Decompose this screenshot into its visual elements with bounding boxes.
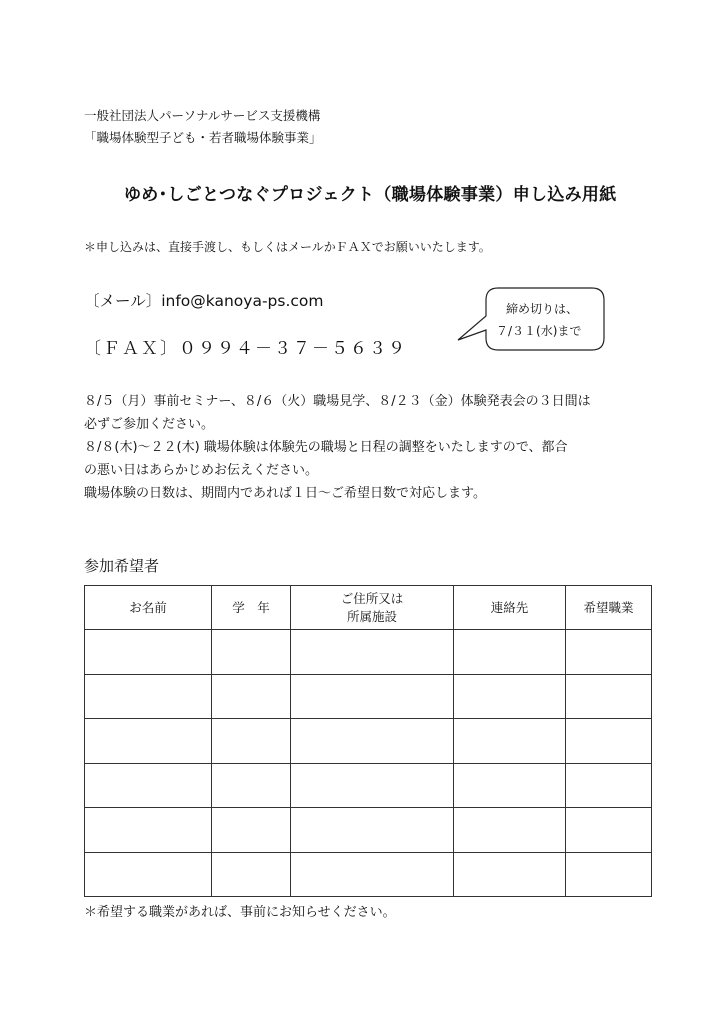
address-cell[interactable]	[291, 808, 454, 852]
schedule-paragraph-line: 職場体験の日数は、期間内であれば１日～ご希望日数で対応します。	[84, 486, 486, 501]
program-name: 「職場体験型子ども・若者職場体験事業」	[84, 130, 322, 145]
header-address	[291, 586, 454, 630]
name-cell[interactable]	[85, 808, 212, 852]
desired-job-note: ＊希望する職業があれば、事前にお知らせください。	[84, 905, 396, 920]
table-row	[85, 719, 652, 763]
header-contact: 連絡先	[454, 586, 566, 630]
header-desired-job: 希望職業	[566, 586, 652, 630]
desired-job-cell[interactable]	[566, 674, 652, 718]
table-row	[85, 763, 652, 807]
header-address-line2: 所属施設	[346, 608, 397, 624]
name-cell[interactable]	[85, 719, 212, 763]
header-address-line1: ご住所又は	[340, 590, 404, 606]
name-cell[interactable]	[85, 763, 212, 807]
contact-cell[interactable]	[454, 719, 566, 763]
participant-form-table	[84, 585, 652, 897]
desired-job-cell[interactable]	[566, 763, 652, 807]
name-cell[interactable]	[85, 674, 212, 718]
grade-cell[interactable]	[212, 719, 291, 763]
header-grade: 学 年	[212, 586, 291, 630]
schedule-paragraph-line: 必ずご参加ください。	[84, 417, 215, 432]
contact-cell[interactable]	[454, 674, 566, 718]
organization-name: 一般社団法人パーソナルサービス支援機構	[84, 108, 321, 123]
address-cell[interactable]	[291, 719, 454, 763]
contact-email: 〔メール〕info@kanoya-ps.com	[84, 292, 324, 310]
table-row	[85, 808, 652, 852]
desired-job-cell[interactable]	[566, 808, 652, 852]
deadline-text-line1: 締め切りは、	[506, 302, 579, 316]
deadline-text-line2: ７/３１(水)まで	[496, 324, 582, 338]
address-cell[interactable]	[291, 630, 454, 674]
schedule-paragraph-line: ８/５（月）事前セミナー、８/６（火）職場見学、８/２３（金）体験発表会の３日間は	[84, 394, 591, 409]
grade-cell[interactable]	[212, 674, 291, 718]
desired-job-cell[interactable]	[566, 719, 652, 763]
table-row	[85, 852, 652, 896]
submission-note: ＊申し込みは、直接手渡し、もしくはメールかＦＡＸでお願いいたします。	[84, 240, 491, 254]
document-title: ゆめ･しごとつなぐプロジェクト（職場体験事業）申し込み用紙	[124, 185, 617, 205]
grade-cell[interactable]	[212, 852, 291, 896]
contact-cell[interactable]	[454, 763, 566, 807]
desired-job-cell[interactable]	[566, 630, 652, 674]
table-row	[85, 630, 652, 674]
grade-cell[interactable]	[212, 808, 291, 852]
participants-section-title: 参加希望者	[84, 557, 160, 575]
desired-job-cell[interactable]	[566, 852, 652, 896]
address-cell[interactable]	[291, 674, 454, 718]
contact-cell[interactable]	[454, 630, 566, 674]
address-cell[interactable]	[291, 763, 454, 807]
table-row	[85, 674, 652, 718]
grade-cell[interactable]	[212, 630, 291, 674]
table-header-row	[85, 586, 652, 630]
address-cell[interactable]	[291, 852, 454, 896]
contact-cell[interactable]	[454, 852, 566, 896]
grade-cell[interactable]	[212, 763, 291, 807]
contact-fax: 〔ＦＡＸ〕０９９４－３７－５６３９	[84, 339, 407, 359]
name-cell[interactable]	[85, 630, 212, 674]
name-cell[interactable]	[85, 852, 212, 896]
schedule-paragraph-line: ８/８(木)～２２(木) 職場体験は体験先の職場と日程の調整をいたしますので、都合	[84, 440, 568, 455]
schedule-paragraph-line: の悪い日はあらかじめお伝えください。	[84, 463, 319, 478]
header-name: お名前	[85, 586, 212, 630]
contact-cell[interactable]	[454, 808, 566, 852]
